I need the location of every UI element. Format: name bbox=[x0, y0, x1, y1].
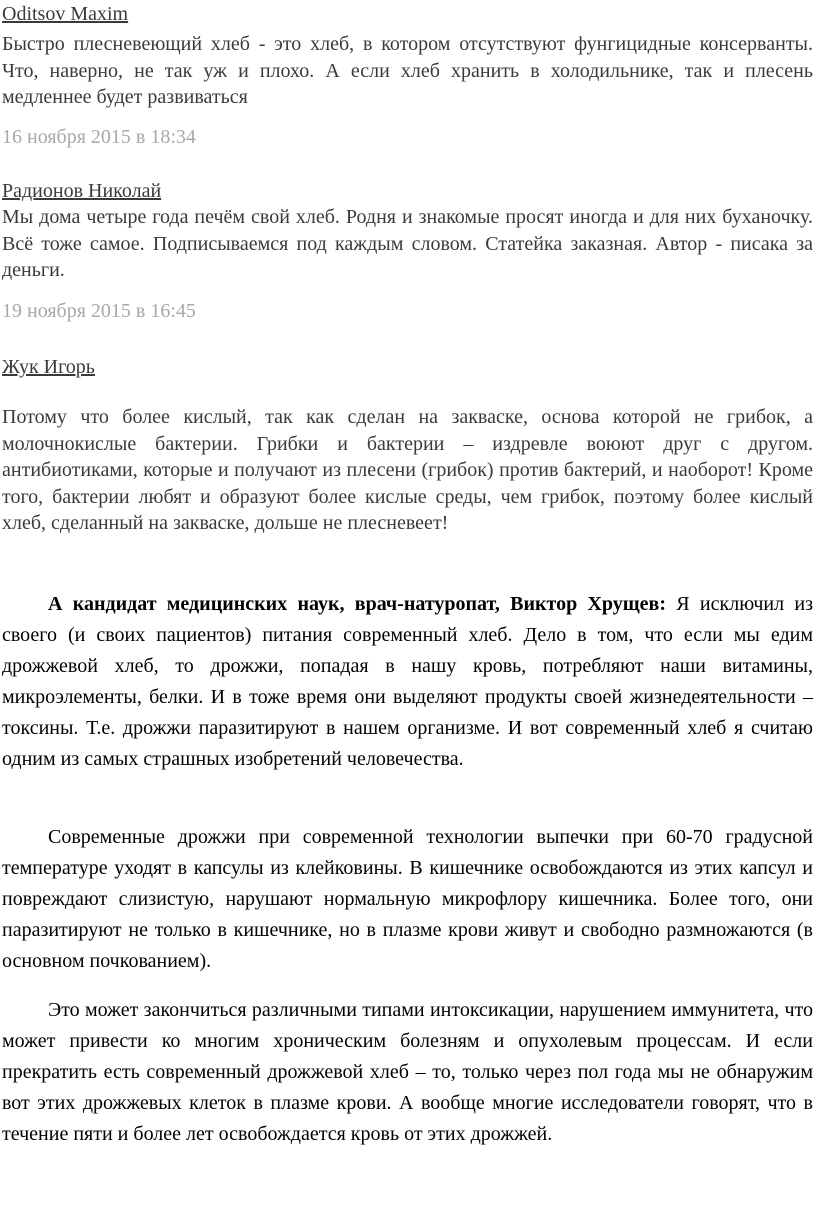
comment-author-link[interactable]: Oditsov Maxim bbox=[2, 3, 129, 25]
comment-text: Быстро плесневеющий хлеб - это хлеб, в котором отсутствуют фунгицидные консерванты. Что, наверно, не так уж и плохо. А если хлеб хранить в холодильнике, так и плесень медленнее будет развиваться bbox=[2, 33, 813, 108]
article-paragraph-text: Современные дрожжи при современной технологии выпечки при 60-70 градусной температуре уходят в капсулы из клейковины. В кишечнике освобождаются из этих капсул и повреждают слизистую, нарушают нормальную микрофлору кишечника. Более того, они паразитируют не только в кишечнике, но в плазме крови живут и свободно размножаются (в основном почкованием). bbox=[2, 826, 813, 972]
article-paragraph-text: Я исключил из своего (и своих пациентов) питания современный хлеб. Дело в том, что если мы едим дрожжевой хлеб, то дрожжи, попадая в нашу кровь, потребляют наши витамины, микроэлементы, белки. И в тоже время они выделяют продукты своей жизнедеятельности – токсины. Т.е. дрожжи паразитируют в нашем организме. И вот современный хлеб я считаю одним из самых страшных изобретений человечества. bbox=[2, 593, 813, 770]
article-lead-heading: А кандидат медицинских наук, врач-натуропат, Виктор Хрущев: bbox=[48, 593, 667, 615]
comment-date: 19 ноября 2015 в 16:45 bbox=[2, 300, 196, 322]
comment-author-link[interactable]: Жук Игорь bbox=[2, 356, 95, 378]
article-paragraph-text: Это может закончиться различными типами интоксикации, нарушением иммунитета, что может привести ко многим хроническим болезням и опухолевым процессам. И если прекратить есть современный дрожжевой хлеб – то, только через пол года мы не обнаружим вот этих дрожжевых клеток в плазме крови. А вообще многие исследователи говорят, что в течение пяти и более лет освобождается кровь от этих дрожжей. bbox=[2, 999, 813, 1145]
comment-text: Мы дома четыре года печём свой хлеб. Родня и знакомые просят иногда и для них буханочку. Всё тоже самое. Подписываемся под каждым словом. Статейка заказная. Автор - писака за деньги. bbox=[2, 206, 813, 281]
comment-author-link[interactable]: Радионов Николай bbox=[2, 180, 162, 202]
comment-text: Потому что более кислый, так как сделан на закваске, основа которой не грибок, а молочнокислые бактерии. Грибки и бактерии – издревле воюют друг с другом. антибиотиками, которые и получают из плесени (грибок) против бактерий, и наоборот! Кроме того, бактерии любят и образуют более кислые среды, чем грибок, поэтому более кислый хлеб, сделанный на закваске, дольше не плесневеет! bbox=[2, 406, 813, 534]
article-paragraph bbox=[2, 822, 813, 977]
article-paragraph bbox=[2, 995, 813, 1150]
article-paragraph bbox=[2, 589, 813, 775]
comment-date: 16 ноября 2015 в 18:34 bbox=[2, 126, 196, 148]
